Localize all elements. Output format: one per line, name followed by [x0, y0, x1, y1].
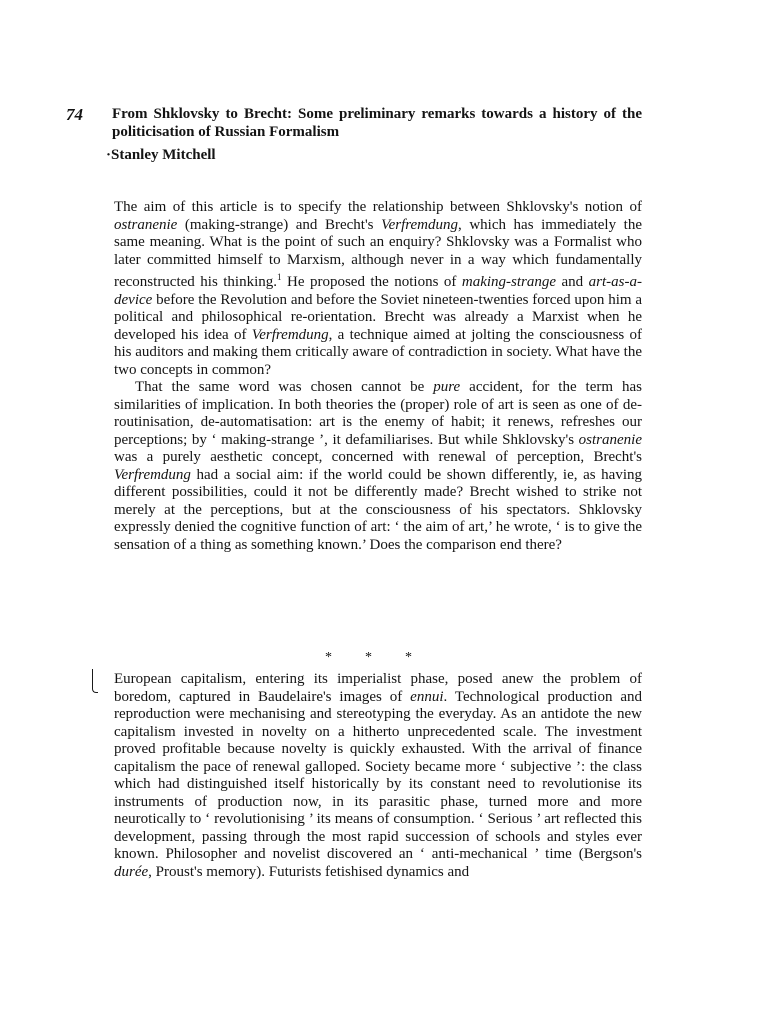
paragraph-2: That the same word was chosen cannot be pure accident, for the term has similarities of implication. In both theories the (proper) role of art is seen as one of de-routinisation, de-automatisation: art is the enemy of habit; it renews, refreshes our perceptions; by ‘ making-strange ’, it defamiliarises. But while Shklovsky's ostranenie was a purely aesthetic concept, concerned with renewal of perception, Brecht's Verfremdung had a social aim: if the world could be shown differently, ie, as having different possibilities, could it not be differently made? Brecht wished to strike not merely at the perceptions, but at the consciousness of his spectators. Shklovsky expressly denied the cognitive function of art: ‘ the aim of art,’ he wrote, ‘ is to give the sensation of a thing as something known.’ Does the comparison end there? [114, 379, 643, 553]
section-separator [325, 650, 412, 666]
page-number: 74 [66, 105, 83, 124]
paragraph-1: The aim of this article is to specify the relationship between Shklovsky's notion of ostranenie (making-strange) and Brecht's Verfremdung, which has immediately the same meaning. What is the point of such an enquiry? Shklovsky was a Formalist who later committed himself to Marxism, although never in a way which fundamentally reconstructed his thinking.$^1$ He proposed the notions of making-strange and art-as-a-device before the Revolution and before the Soviet nineteen-twenties forced upon him a political and philosophical re-orientation. Brecht was already a Marxist when he developed his idea of Verfremdung, a technique aimed at jolting the consciousness of his auditors and making them critically aware of contradiction in society. What have the two concepts in common? [114, 199, 643, 378]
separator-asterisk: * [405, 650, 412, 665]
footnote-marker: 1 [277, 272, 282, 282]
article-author: ·Stanley Mitchell [106, 147, 216, 163]
separator-asterisk: * [365, 650, 372, 665]
section-one [114, 199, 642, 554]
margin-bracket-mark [92, 669, 98, 693]
separator-asterisk: * [325, 650, 332, 665]
section-two [114, 671, 642, 881]
article-title: From Shklovsky to Brecht: Some preliminary remarks towards a history of the politicisation of Russian Formalism [112, 106, 642, 140]
paragraph-3: European capitalism, entering its imperialist phase, posed anew the problem of boredom, captured in Baudelaire's images of ennui. Technological production and reproduction were mechanising and stereotyping the everyday. As an antidote the new capitalism invested in novelty on a hitherto unprecedented scale. The investment proved profitable because novelty is quickly exhausted. With the arrival of finance capitalism the pace of renewal galloped. Society became more ‘ subjective ’: the class which had distinguished itself historically by its constant need to revolutionise its instruments of production now, in its parasitic phase, turned more and more neurotically to ‘ revolutionising ’ its means of consumption. ‘ Serious ’ art reflected this development, passing through the most rapid succession of schools and styles ever known. Philosopher and novelist discovered an ‘ anti-mechanical ’ time (Bergson's durée, Proust's memory). Futurists fetishised dynamics and [114, 671, 642, 880]
